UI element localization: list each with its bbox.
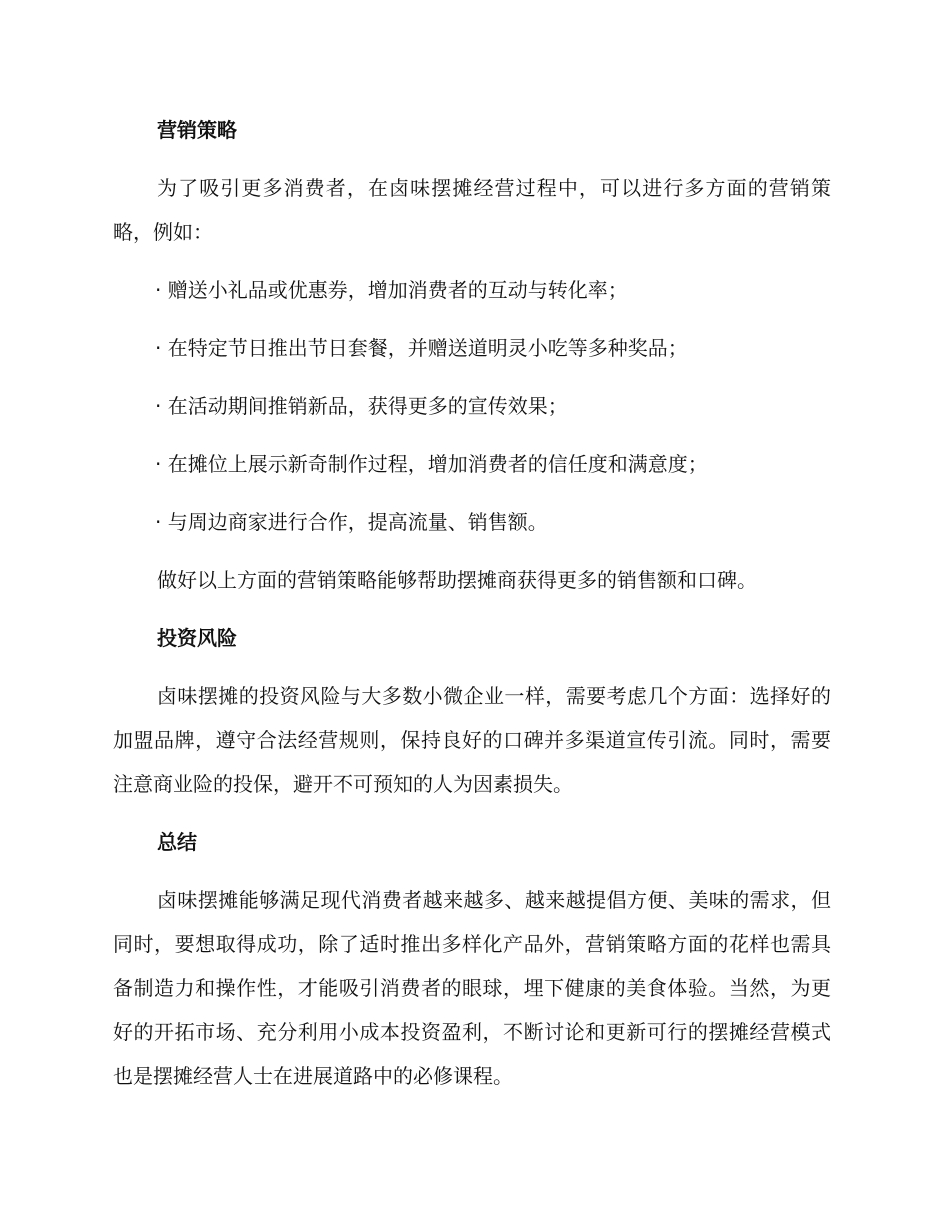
marketing-bullet-list <box>113 268 831 544</box>
paragraph-marketing-conclusion: 做好以上方面的营销策略能够帮助摆摊商获得更多的销售额和口碑。 <box>157 568 757 592</box>
paragraph-marketing-intro: 为了吸引更多消费者，在卤味摆摊经营过程中，可以进行多方面的营销策略，例如： <box>113 176 831 244</box>
heading-marketing: 营销策略 <box>157 118 237 142</box>
document-body <box>113 108 831 1098</box>
list-item: · 在特定节日推出节日套餐，并赠送道明灵小吃等多种奖品； <box>155 336 688 360</box>
list-item: · 在摊位上展示新奇制作过程，增加消费者的信任度和满意度； <box>155 452 708 476</box>
heading-summary: 总结 <box>157 830 197 854</box>
heading-risk: 投资风险 <box>157 626 237 650</box>
paragraph-summary: 卤味摆摊能够满足现代消费者越来越多、越来越提倡方便、美味的需求，但同时，要想取得成功，除了适时推出多样化产品外，营销策略方面的花样也需具备制造力和操作性，才能吸引消费者的眼球，埋下健康的美食体验。当然，为更好的开拓市场、充分利用小成本投资盈利，不断讨论和更新可行的摆摊经营模式也是摆摊经营人士在进展道路中的必修课程。 <box>113 888 831 1088</box>
list-item: · 在活动期间推销新品，获得更多的宣传效果； <box>155 394 568 418</box>
paragraph-risk: 卤味摆摊的投资风险与大多数小微企业一样，需要考虑几个方面：选择好的加盟品牌，遵守合法经营规则，保持良好的口碑并多渠道宣传引流。同时，需要注意商业险的投保，避开不可预知的人为因素损失。 <box>113 684 831 796</box>
list-item: · 赠送小礼品或优惠券，增加消费者的互动与转化率； <box>155 278 628 302</box>
list-item: · 与周边商家进行合作，提高流量、销售额。 <box>155 510 548 534</box>
